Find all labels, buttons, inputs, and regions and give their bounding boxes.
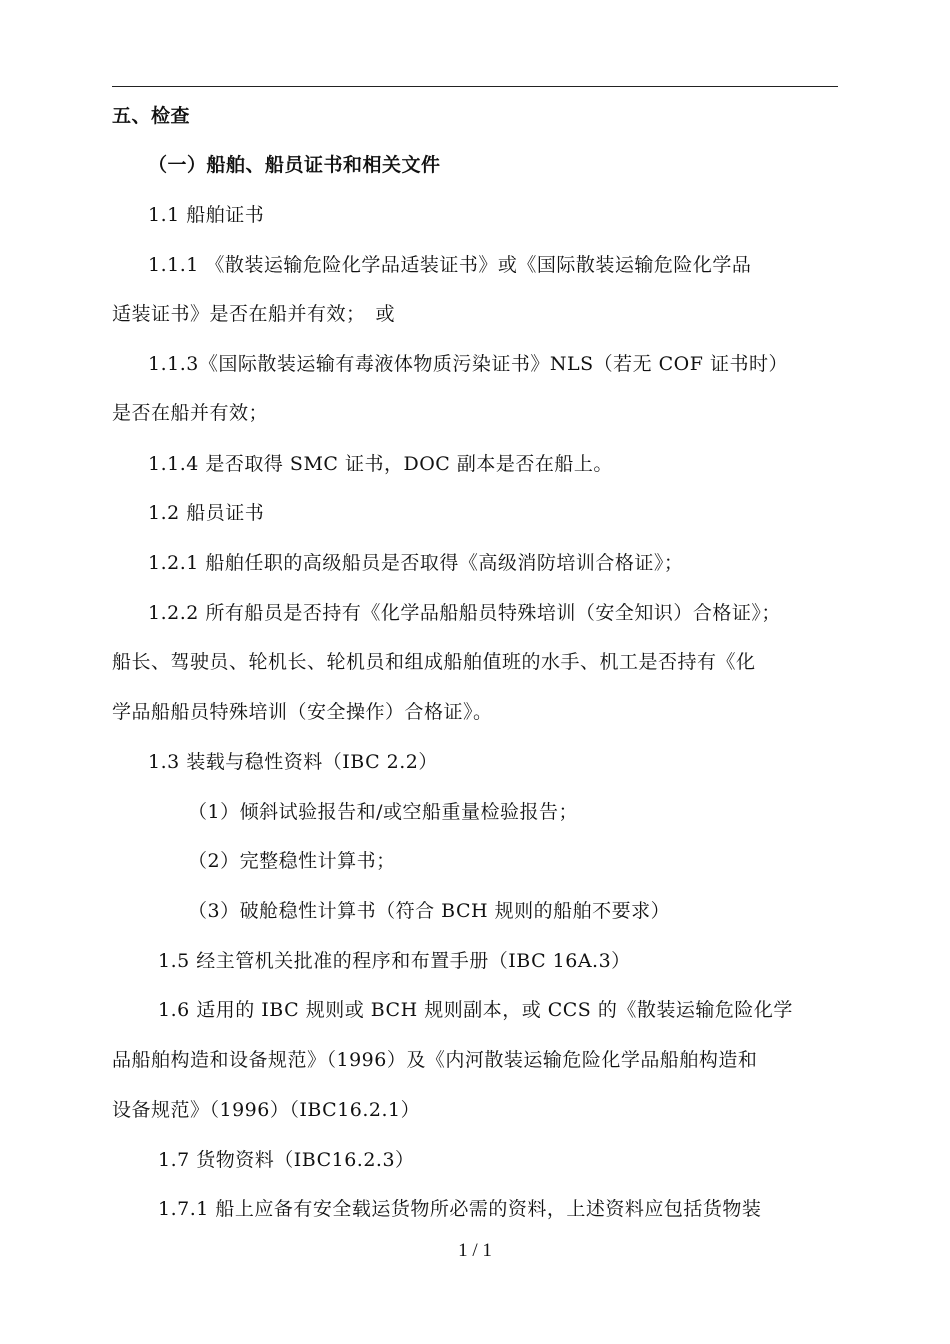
text-line: 学品船船员特殊培训（安全操作）合格证》。 bbox=[112, 701, 493, 723]
text-line: 1.3 装载与稳性资料（IBC 2.2） bbox=[148, 751, 438, 773]
text-line: 1.2.1 船舶任职的高级船员是否取得《高级消防培训合格证》； bbox=[148, 552, 684, 574]
subsection-heading: （一）船舶、船员证书和相关文件 bbox=[148, 154, 441, 176]
text-line: 1.1.1 《散装运输危险化学品适装证书》或《国际散装运输危险化学品 bbox=[148, 254, 752, 276]
header-rule bbox=[112, 86, 838, 87]
text-line: 1.6 适用的 IBC 规则或 BCH 规则副本，或 CCS 的《散装运输危险化学 bbox=[158, 999, 793, 1021]
text-line: 1.1.4 是否取得 SMC 证书，DOC 副本是否在船上。 bbox=[148, 453, 613, 475]
text-line: 品船舶构造和设备规范》（1996）及《内河散装运输危险化学品船舶构造和 bbox=[112, 1049, 758, 1071]
text-line: （1）倾斜试验报告和/或空船重量检验报告； bbox=[188, 801, 578, 823]
page-number: 1 / 1 bbox=[458, 1240, 492, 1261]
text-line: 1.1 船舶证书 bbox=[148, 204, 265, 226]
section-heading: 五、检查 bbox=[112, 105, 191, 127]
text-line: 1.1.3《国际散装运输有毒液体物质污染证书》NLS（若无 COF 证书时） bbox=[148, 353, 788, 375]
text-line: 1.2.2 所有船员是否持有《化学品船船员特殊培训（安全知识）合格证》； bbox=[148, 602, 781, 624]
text-line: 1.2 船员证书 bbox=[148, 502, 265, 524]
text-line: （2）完整稳性计算书； bbox=[188, 850, 396, 872]
text-line: 1.7 货物资料（IBC16.2.3） bbox=[158, 1149, 415, 1171]
text-line: 1.7.1 船上应备有安全载运货物所必需的资料，上述资料应包括货物装 bbox=[158, 1198, 762, 1220]
text-line: 适装证书》是否在船并有效； 或 bbox=[112, 303, 396, 325]
text-line: 1.5 经主管机关批准的程序和布置手册（IBC 16A.3） bbox=[158, 950, 631, 972]
text-line: （3）破舱稳性计算书（符合 BCH 规则的船舶不要求） bbox=[188, 900, 671, 922]
text-line: 设备规范》（1996）（IBC16.2.1） bbox=[112, 1099, 421, 1121]
text-line: 船长、驾驶员、轮机长、轮机员和组成船舶值班的水手、机工是否持有《化 bbox=[112, 651, 756, 673]
text-line: 是否在船并有效； bbox=[112, 402, 269, 424]
